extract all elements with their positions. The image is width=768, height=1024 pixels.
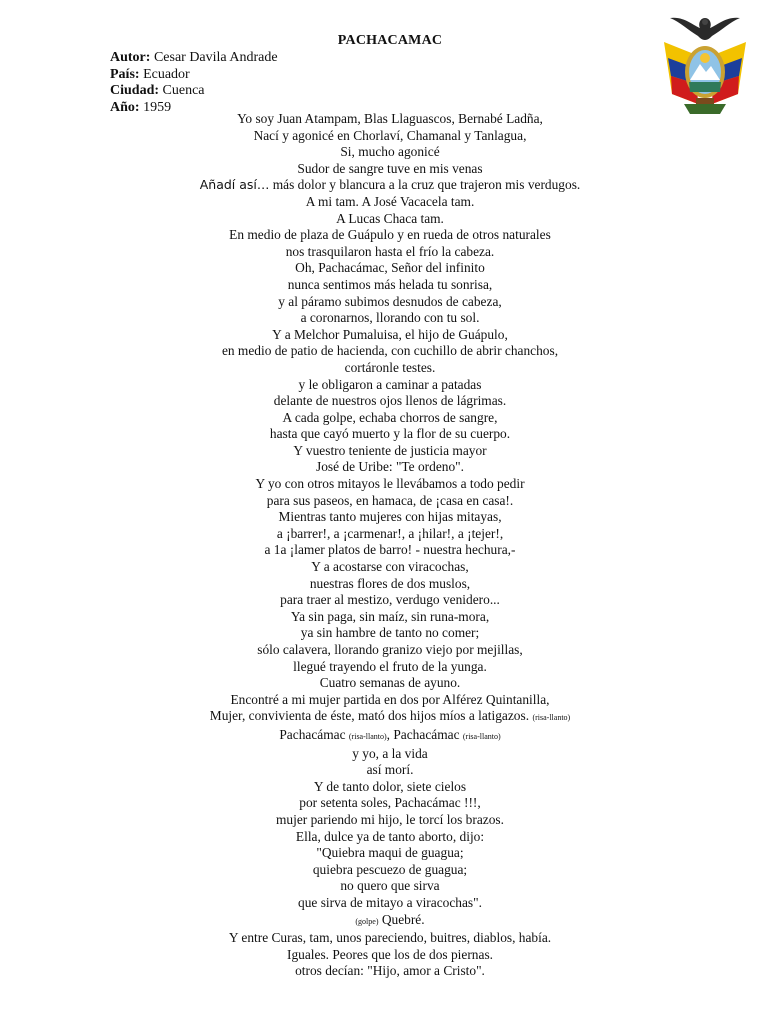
poem-line: A Lucas Chaca tam. [336,210,444,226]
poem-line: otros decían: "Hijo, amor a Cristo". [295,963,485,979]
poem-line: cortáronle testes. [344,359,436,375]
poem-line: sólo calavera, llorando granizo viejo por mejillas, [257,642,523,657]
stage-direction: (risa-llanto) [462,731,501,741]
poem-line: Si, mucho agonicé [340,144,440,160]
poem-line: nuestras flores de dos muslos, [309,575,471,591]
poem-line: Iguales. Peores que los de dos piernas. [286,946,494,962]
country-row [110,67,278,84]
stage-direction: (risa-llanto) [348,731,387,741]
poem-line: Yo soy Juan Atampam, Blas Llaguascos, Bernabé Ladña, [237,111,543,126]
poem-line [40,912,740,931]
poem-line: Cuatro semanas de ayuno. [319,675,461,691]
poem-line: delante de nuestros ojos llenos de lágrimas. [273,393,507,409]
poem-line: mujer pariendo mi hijo, le torcí los brazos. [276,811,504,827]
poem-line: A mi tam. A José Vacacela tam. [305,193,475,209]
poem-line: quiebra pescuezo de guagua; [312,861,468,877]
poem-fragment: Añadí así… [199,177,270,193]
country-label: País: [110,66,140,82]
poem-fragment: más dolor y blancura a la cruz que trajeron mis verdugos. [269,177,581,193]
stage-direction: (golpe) [355,916,379,926]
poem-line: Ya sin paga, sin maíz, sin runa-mora, [290,608,490,624]
poem-line: que sirva de mitayo a viracochas". [298,894,482,910]
poem-line: por setenta soles, Pachacámac !!!, [299,795,481,811]
poem-line: a coronarnos, llorando con tu sol. [300,310,480,326]
poem-line: no quero que sirva [340,878,440,894]
poem-line [40,727,740,746]
poem-line: a ¡barrer!, a ¡carmenar!, a ¡hilar!, a ¡tejer!, [276,525,504,541]
stage-direction: (risa-llanto) [532,713,571,723]
poem-line: y al páramo subimos desnudos de cabeza, [278,293,502,309]
poem-line: hasta que cayó muerto y la flor de su cuerpo. [269,426,511,442]
poem-line: Y a Melchor Pumaluisa, el hijo de Guápulo, [272,326,508,342]
poem-line: Nací y agonicé en Chorlaví, Chamanal y Tanlagua, [253,127,527,143]
poem-line: Y vuestro teniente de justicia mayor [293,442,487,458]
poem-line: para traer al mestizo, verdugo venidero... [280,592,500,608]
poem-line: Mientras tanto mujeres con hijas mitayas, [278,509,502,525]
poem-line: así morí. [366,762,414,778]
poem-line: llegué trayendo el fruto de la yunga. [293,658,487,674]
poem-line: nos trasquilaron hasta el frío la cabeza. [285,243,495,259]
poem-body [40,111,740,980]
poem-line: para sus paseos, en hamaca, de ¡casa en casa!. [266,492,514,508]
ecuador-coat-of-arms-icon [654,6,756,118]
poem-line: y yo, a la vida [352,745,428,761]
poem-line: A cada golpe, echaba chorros de sangre, [282,409,498,425]
poem-line [40,708,740,727]
poem-line: Y entre Curas, tam, unos pareciendo, buitres, diablos, había. [228,930,552,946]
poem-line: Y a acostarse con viracochas, [311,559,469,575]
author-value: Cesar Davila Andrade [153,50,278,65]
poem-line: en medio de patio de hacienda, con cuchillo de abrir chanchos, [221,343,559,359]
poem-line: Encontré a mi mujer partida en dos por Alférez Quintanilla, [230,691,550,707]
page-title: PACHACAMAC [337,33,443,48]
poem-fragment: Mujer, convivienta de éste, mató dos hijos míos a latigazos. [209,708,530,724]
poem-line: Oh, Pachacámac, Señor del infinito [295,260,485,276]
poem-line: "Quiebra maqui de guagua; [316,845,464,861]
poem-fragment: Pachacámac [279,726,346,742]
poem-fragment: , Pachacámac [386,726,460,742]
year-value: 1959 [143,99,172,115]
poem-line: a 1a ¡lamer platos de barro! - nuestra hechura,- [264,542,516,558]
poem-line: y le obligaron a caminar a patadas [298,376,482,392]
poem-fragment: Quebré. [381,911,425,927]
poem-line: Y de tanto dolor, siete cielos [313,778,467,794]
metadata-block [110,50,278,116]
poem-line: José de Uribe: "Te ordeno". [316,459,464,475]
city-label: Ciudad: [110,83,160,99]
country-value: Ecuador [143,66,190,82]
city-value: Cuenca [162,83,205,99]
poem-line: Ella, dulce ya de tanto aborto, dijo: [295,828,485,844]
poem-line: En medio de plaza de Guápulo y en rueda de otros naturales [229,227,551,243]
poem-line: ya sin hambre de tanto no comer; [300,625,480,641]
poem-line: Sudor de sangre tuve en mis venas [297,160,483,176]
poem-line: nunca sentimos más helada tu sonrisa, [287,276,493,292]
poem-line [40,177,740,194]
author-row [110,50,278,67]
city-row [110,83,278,100]
year-label: Año: [110,99,140,115]
poem-line: Y yo con otros mitayos le llevábamos a todo pedir [255,476,525,492]
author-label: Autor: [110,50,151,65]
